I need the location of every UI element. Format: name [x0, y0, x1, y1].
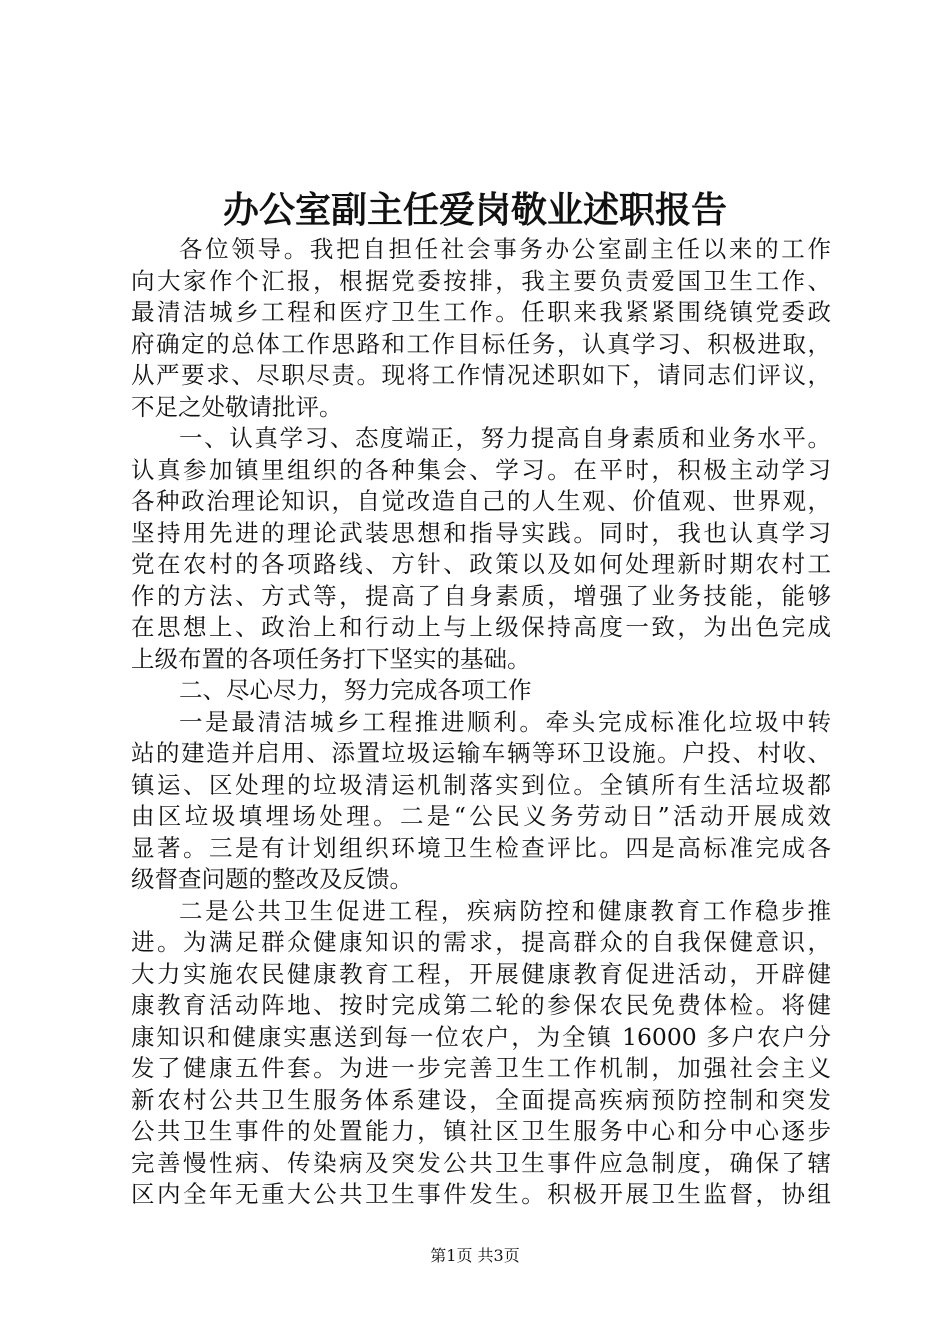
- body-line: 认真参加镇里组织的各种集会、学习。在平时，积极主动学习: [131, 455, 831, 484]
- body-line: 向大家作个汇报，根据党委按排，我主要负责爱国卫生工作、: [131, 266, 831, 295]
- body-line: 区内全年无重大公共卫生事件发生。积极开展卫生监督，协组: [131, 1180, 831, 1208]
- body-line: 从严要求、尽职尽责。现将工作情况述职如下，请同志们评议，: [131, 361, 831, 389]
- body-line: 镇运、区处理的垃圾清运机制落实到位。全镇所有生活垃圾都: [131, 770, 831, 799]
- body-line: 大力实施农民健康教育工程，开展健康教育促进活动，开辟健: [131, 959, 831, 988]
- body-line: 不足之处敬请批评。: [131, 392, 343, 421]
- body-line: 康教育活动阵地、按时完成第二轮的参保农民免费体检。将健: [131, 991, 831, 1019]
- body-line: 党在农村的各项路线、方针、政策以及如何处理新时期农村工: [131, 550, 831, 578]
- document-body: [131, 234, 831, 1211]
- page-footer: 第1页 共3页: [430, 1246, 520, 1265]
- body-line: 各种政治理论知识，自觉改造自己的人生观、价值观、世界观，: [131, 487, 831, 515]
- body-line: 作的方法、方式等，提高了自身素质，增强了业务技能，能够: [131, 581, 831, 610]
- body-line: 坚持用先进的理论武装思想和指导实践。同时，我也认真学习: [131, 518, 831, 547]
- body-line: 上级布置的各项任务打下坚实的基础。: [131, 644, 531, 673]
- body-line: 最清洁城乡工程和医疗卫生工作。任职来我紧紧围绕镇党委政: [131, 298, 831, 326]
- body-line: 站的建造并启用、添置垃圾运输车辆等环卫设施。户投、村收、: [131, 739, 831, 767]
- body-line: 级督查问题的整改及反馈。: [131, 865, 413, 893]
- body-line: 公共卫生事件的处置能力，镇社区卫生服务中心和分中心逐步: [131, 1117, 831, 1145]
- body-line: 由区垃圾填埋场处理。二是“公民义务劳动日”活动开展成效: [131, 802, 831, 830]
- body-line: 显著。三是有计划组织环境卫生检查评比。四是高标准完成各: [131, 833, 831, 862]
- body-line: 康知识和健康实惠送到每一位农户，为全镇 16000 多户农户分: [131, 1022, 831, 1051]
- body-line: 在思想上、政治上和行动上与上级保持高度一致，为出色完成: [131, 613, 831, 641]
- body-line: 新农村公共卫生服务体系建设，全面提高疾病预防控制和突发: [131, 1085, 831, 1114]
- body-line: 府确定的总体工作思路和工作目标任务，认真学习、积极进取，: [131, 329, 831, 358]
- body-line: 完善慢性病、传染病及突发公共卫生事件应急制度，确保了辖: [131, 1148, 831, 1177]
- body-line: 进。为满足群众健康知识的需求，提高群众的自我保健意识，: [131, 928, 831, 956]
- document-title: 办公室副主任爱岗敬业述职报告: [222, 189, 727, 231]
- body-line: 各位领导。我把自担任社会事务办公室副主任以来的工作: [179, 235, 831, 263]
- body-line: 二、尽心尽力，努力完成各项工作: [179, 676, 532, 704]
- body-line: 一是最清洁城乡工程推进顺利。牵头完成标准化垃圾中转: [179, 707, 831, 736]
- body-line: 二是公共卫生促进工程，疾病防控和健康教育工作稳步推: [179, 896, 831, 925]
- body-line: 发了健康五件套。为进一步完善卫生工作机制，加强社会主义: [131, 1054, 831, 1082]
- body-line: 一、认真学习、态度端正，努力提高自身素质和业务水平。: [179, 424, 831, 452]
